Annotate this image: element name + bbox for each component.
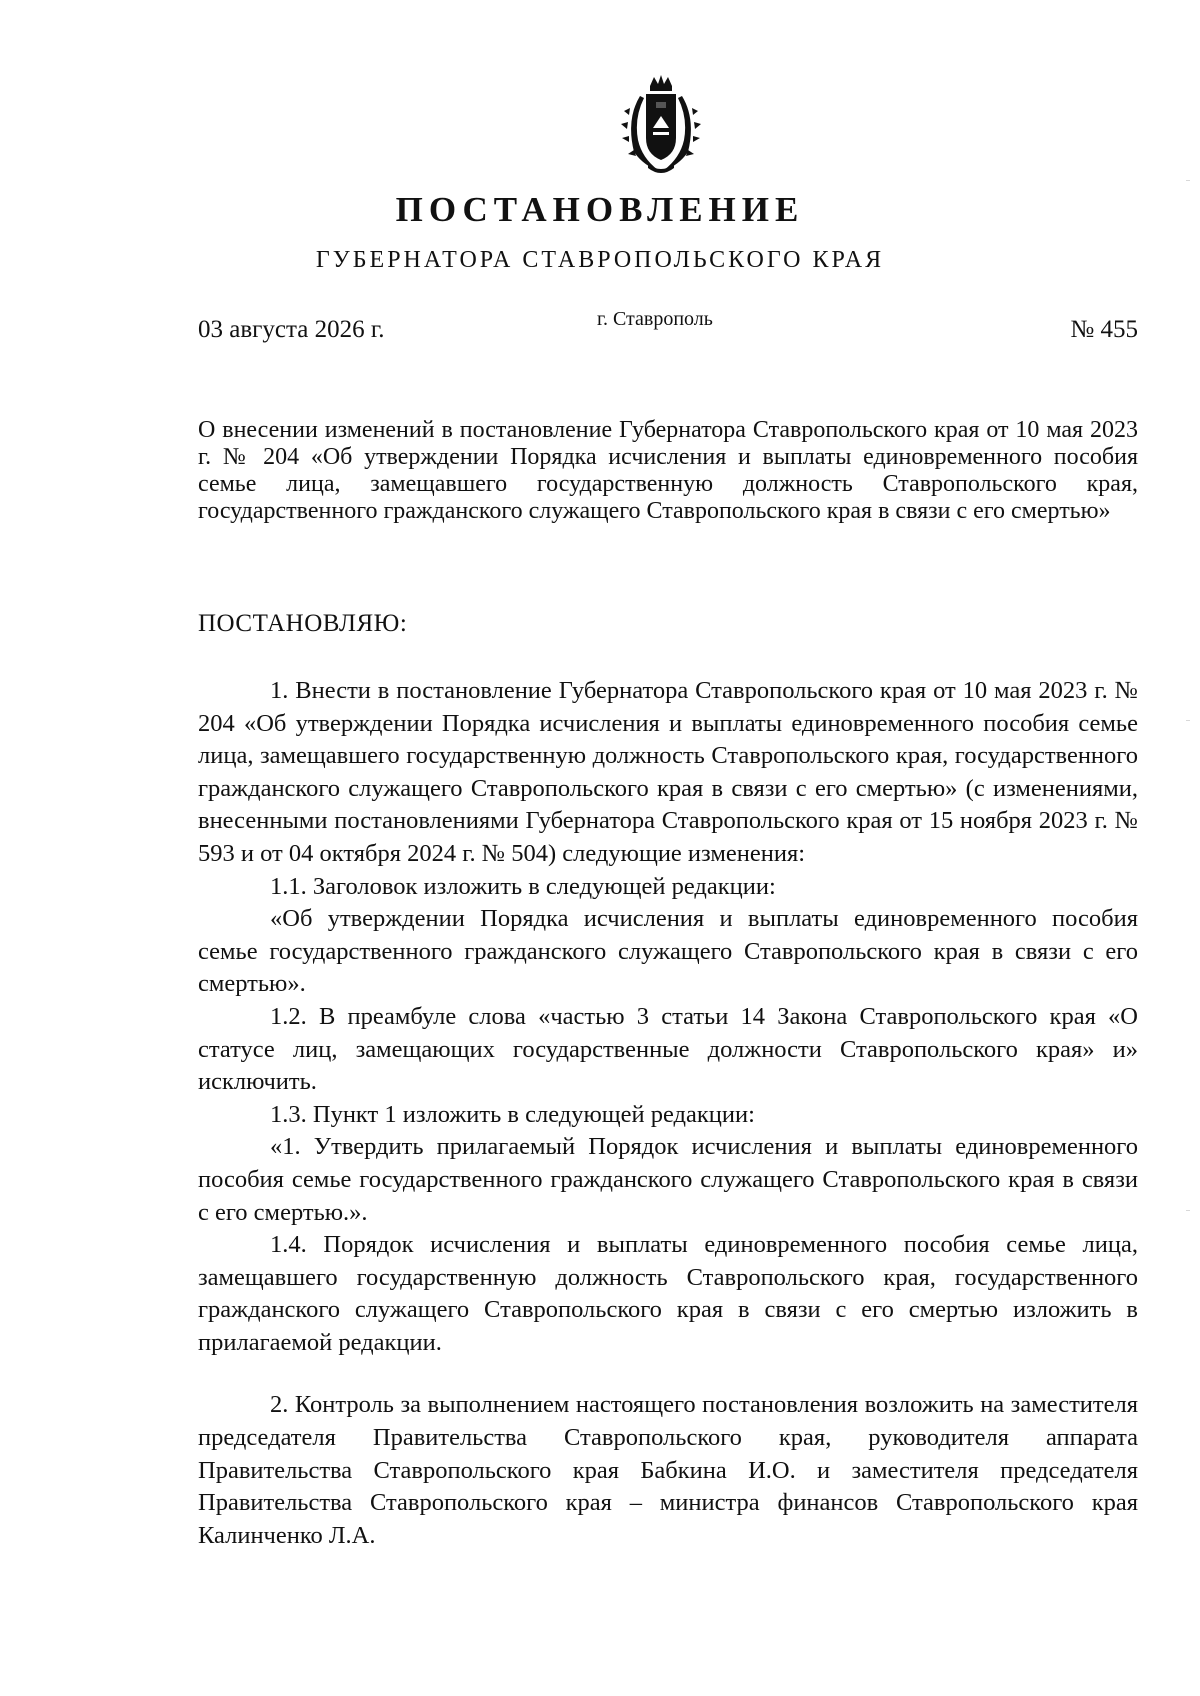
paragraph-2: 2. Контроль за выполнением настоящего постановления возложить на заместителя председателя Правительства Ставропольского края, руководителя аппарата Правительства Ставропольского края Бабкина И.О. и заместителя председателя Правительства Ставропольского края – министра финансов Ставропольского края Калинченко Л.А.: [198, 1391, 1138, 1549]
document-subject: О внесении изменений в постановление Губернатора Ставропольского края от 10 мая 2023 г. № 204 «Об утверждении Порядка исчисления и выплаты единовременного пособия семье лица, замещавшего государственную должность Ставропольского края, государственного гражданского служащего Ставропольского края в связи с его смертью»: [198, 417, 1138, 524]
document-title: ПОСТАНОВЛЕНИЕ: [395, 190, 805, 229]
document-subtitle: ГУБЕРНАТОРА СТАВРОПОЛЬСКОГО КРАЯ: [315, 247, 885, 273]
paragraph-1-4: 1.4. Порядок исчисления и выплаты единовременного пособия семье лица, замещавшего государственную должность Ставропольского края, государственного гражданского служащего Ставропольского края в связи с его смертью изложить в прилагаемой редакции.: [198, 1231, 1138, 1356]
paragraph-1-3-quote: «1. Утвердить прилагаемый Порядок исчисления и выплаты единовременного пособия семье государственного гражданского служащего Ставропольского края в связи с его смертью.».: [198, 1133, 1138, 1226]
scan-mark: [1186, 1210, 1190, 1211]
paragraph-1-3: 1.3. Пункт 1 изложить в следующей редакции:: [270, 1100, 755, 1128]
paragraph-1: 1. Внести в постановление Губернатора Ставропольского края от 10 мая 2023 г. № 204 «Об утверждении Порядка исчисления и выплаты единовременного пособия семье лица, замещавшего государственную должность Ставропольского края, государственного гражданского служащего Ставропольского края в связи с его смертью» (с изменениями, внесенными постановлениями Губернатора Ставропольского края от 15 ноября 2023 г. № 593 и от 04 октября 2024 г. № 504) следующие изменения:: [198, 677, 1138, 867]
coat-of-arms-emblem: [620, 74, 702, 174]
scan-mark: [1186, 720, 1190, 721]
paragraph-1-2: 1.2. В преамбуле слова «частью 3 статьи 14 Закона Ставропольского края «О статусе лиц, замещающих государственные должности Ставропольского края» и» исключить.: [198, 1002, 1138, 1096]
document-body: [198, 675, 1138, 1552]
document-date: 03 августа 2026 г.: [198, 316, 385, 343]
document-number: № 455: [1070, 316, 1138, 343]
decree-heading: ПОСТАНОВЛЯЮ:: [198, 610, 408, 637]
scan-mark: [1186, 180, 1190, 181]
paragraph-1-1-quote: «Об утверждении Порядка исчисления и выплаты единовременного пособия семье государственного гражданского служащего Ставропольского края в связи с его смертью».: [198, 905, 1138, 998]
paragraph-1-1: 1.1. Заголовок изложить в следующей редакции:: [270, 872, 776, 900]
document-city: г. Ставрополь: [597, 308, 713, 330]
